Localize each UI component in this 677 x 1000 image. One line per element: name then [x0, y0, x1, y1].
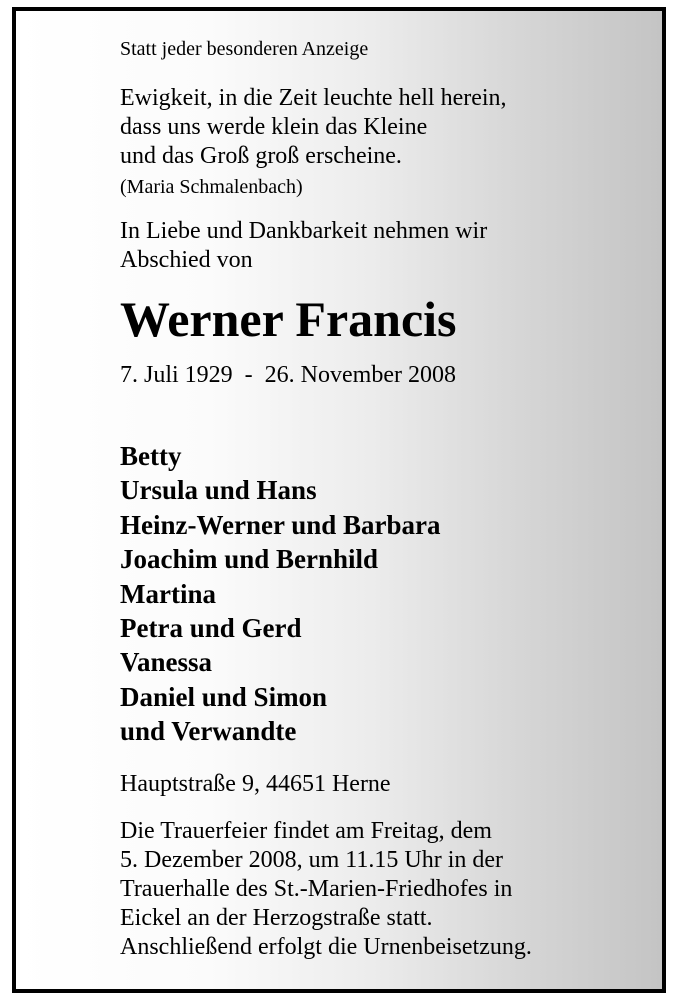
- mourner: Joachim und Bernhild: [120, 544, 379, 575]
- intro-line: Abschied von: [120, 247, 253, 273]
- mourner: Vanessa: [120, 647, 213, 678]
- mourner: Heinz-Werner und Barbara: [120, 509, 441, 540]
- obituary-notice: [12, 7, 666, 993]
- poem-line: und das Groß groß erscheine.: [120, 143, 402, 169]
- service-info: [120, 817, 532, 962]
- life-dates: 7. Juli 1929 - 26. November 2008: [120, 362, 456, 388]
- deceased-name: Werner Francis: [120, 291, 457, 347]
- mourner: Betty: [120, 441, 182, 471]
- mourner: Martina: [120, 578, 216, 609]
- mourner: und Verwandte: [120, 716, 297, 747]
- mourner: Ursula und Hans: [120, 475, 317, 506]
- service-line: Eickel an der Herzogstraße statt.: [120, 905, 433, 931]
- mourner: Daniel und Simon: [120, 681, 328, 712]
- service-line: 5. Dezember 2008, um 11.15 Uhr in der: [120, 847, 504, 873]
- service-line: Die Trauerfeier findet am Freitag, dem: [120, 818, 492, 844]
- poem-line: Ewigkeit, in die Zeit leuchte hell herein,: [120, 85, 507, 111]
- address: Hauptstraße 9, 44651 Herne: [120, 771, 391, 797]
- poem-line: dass uns werde klein das Kleine: [120, 114, 428, 140]
- service-line: Trauerhalle des St.-Marien-Friedhofes in: [120, 876, 513, 902]
- mourner: Petra und Gerd: [120, 613, 302, 644]
- mourners-list: [120, 439, 441, 749]
- notice-heading: Statt jeder besonderen Anzeige: [120, 38, 369, 60]
- intro-line: In Liebe und Dankbarkeit nehmen wir: [120, 218, 488, 244]
- service-line: Anschließend erfolgt die Urnenbeisetzung.: [120, 934, 532, 960]
- poem-author: (Maria Schmalenbach): [120, 176, 303, 198]
